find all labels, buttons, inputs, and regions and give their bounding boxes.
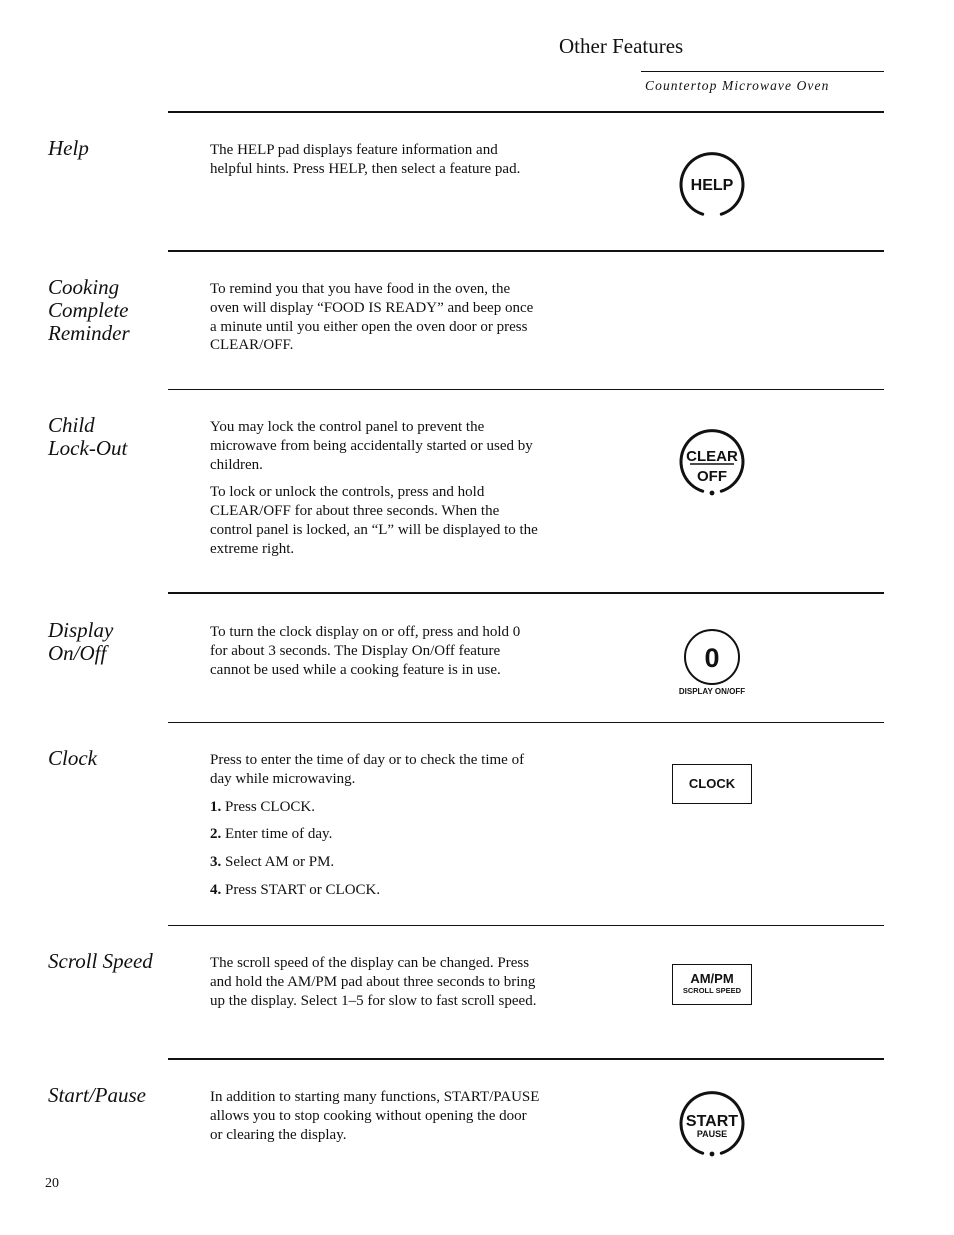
section-body — [210, 1088, 540, 1153]
am-pm-pad-icon — [672, 964, 752, 1005]
pad-label-bottom: OFF — [697, 468, 727, 485]
section-heading: Help — [48, 136, 89, 160]
paragraph: In addition to starting many functions, START/PAUSE allows you to stop cooking without opening the door or clearing the display. — [210, 1089, 540, 1143]
step-item — [210, 825, 540, 844]
step-text: Press CLOCK. — [221, 798, 316, 815]
step-item — [210, 798, 540, 817]
step-number: 1. — [210, 798, 222, 815]
section-divider — [168, 111, 884, 113]
pad-caption: SCROLL SPEED — [682, 986, 742, 995]
step-number: 4. — [210, 881, 222, 898]
step-item — [210, 881, 540, 900]
section-divider — [168, 722, 884, 723]
section-heading: Scroll Speed — [48, 949, 153, 973]
paragraph: You may lock the control panel to prevent the microwave from being accidentally started or used by children. — [210, 419, 533, 473]
clear-off-pad-icon — [676, 426, 748, 498]
page-subtitle: Countertop Microwave Oven — [645, 78, 830, 93]
zero-pad-icon — [676, 626, 748, 698]
section-divider — [168, 925, 884, 926]
help-pad-icon — [676, 149, 748, 221]
step-text: Select AM or PM. — [221, 854, 335, 871]
step-text: Enter time of day. — [221, 826, 333, 843]
pad-caption: DISPLAY ON/OFF — [678, 687, 746, 696]
section-body — [210, 623, 540, 688]
section-divider — [168, 1058, 884, 1060]
heading-line: Complete — [48, 298, 129, 322]
page-number: 20 — [45, 1176, 59, 1191]
page-title: Other Features — [559, 34, 684, 58]
pad-label: AM/PM — [690, 971, 734, 986]
section-divider — [168, 250, 884, 252]
step-number: 2. — [210, 826, 222, 843]
paragraph: To turn the clock display on or off, press and hold 0 for about 3 seconds. The Display On/Off feature cannot be used while a cooking feature is in use. — [210, 624, 521, 678]
paragraph: The HELP pad displays feature information and helpful hints. Press HELP, then select a feature pad. — [210, 142, 521, 177]
paragraph: To lock or unlock the controls, press and hold CLEAR/OFF for about three seconds. When the control panel is locked, an “L” will be displayed to the extreme right. — [210, 484, 538, 557]
pad-label-top: CLEAR — [686, 448, 738, 465]
section-body — [210, 751, 540, 909]
paragraph: To remind you that you have food in the oven, the oven will display “FOOD IS READY” and beep once a minute until you either open the oven door or press CLEAR/OFF. — [210, 281, 534, 354]
section-heading — [48, 276, 130, 345]
heading-line: Display — [48, 618, 114, 642]
section-heading: Start/Pause — [48, 1083, 146, 1107]
section-heading: Clock — [48, 746, 97, 770]
heading-line: Reminder — [48, 321, 130, 345]
pad-label-top: START — [685, 1113, 739, 1130]
clock-pad-icon — [672, 764, 752, 804]
section-body — [210, 280, 540, 364]
pad-label-bottom: PAUSE — [696, 1129, 728, 1139]
heading-line: On/Off — [48, 641, 107, 665]
section-divider — [168, 389, 884, 390]
section-body — [210, 141, 540, 188]
section-body — [210, 418, 540, 568]
section-heading — [48, 619, 113, 665]
header-rule — [641, 71, 884, 72]
heading-line: Child — [48, 413, 95, 437]
paragraph: Press to enter the time of day or to check the time of day while microwaving. — [210, 752, 525, 787]
paragraph: The scroll speed of the display can be changed. Press and hold the AM/PM pad about three seconds to bring up the display. Select 1–5 for slow to fast scroll speed. — [210, 955, 537, 1009]
start-pause-pad-icon — [676, 1088, 748, 1160]
heading-line: Lock-Out — [48, 436, 128, 460]
step-number: 3. — [210, 854, 222, 871]
pad-label: 0 — [704, 643, 720, 673]
section-body — [210, 954, 540, 1019]
step-item — [210, 853, 540, 872]
step-text: Press START or CLOCK. — [221, 881, 381, 898]
section-heading — [48, 414, 127, 460]
section-divider — [168, 592, 884, 594]
pad-label: CLOCK — [688, 776, 736, 791]
pad-label: HELP — [690, 177, 734, 194]
heading-line: Cooking — [48, 275, 120, 299]
